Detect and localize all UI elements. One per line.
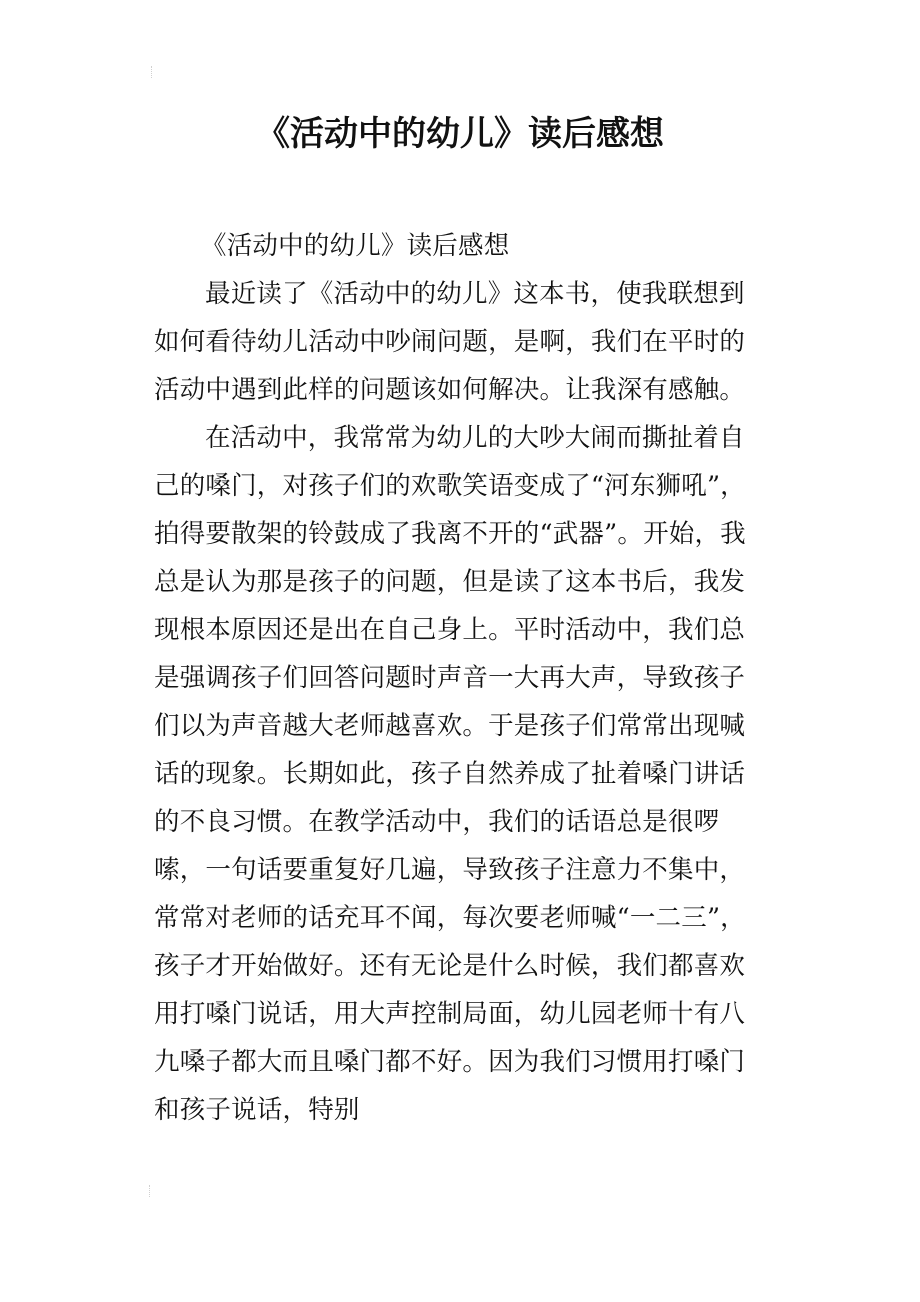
paragraph-2: 在活动中，我常常为幼儿的大吵大闹而撕扯着自己的嗓门，对孩子们的欢歌笑语变成了“河东狮吼”，拍得要散架的铃鼓成了我离不开的“武器”。开始，我总是认为那是孩子的问题，但是读了这本书后，我发现根本原因还是出在自己身上。平时活动中，我们总是强调孩子们回答问题时声音一大再大声，导致孩子们以为声音越大老师越喜欢。于是孩子们常常出现喊话的现象。长期如此，孩子自然养成了扯着嗓门讲话的不良习惯。在教学活动中，我们的话语总是很啰嗦，一句话要重复好几遍，导致孩子注意力不集中，常常对老师的话充耳不闻，每次要老师喊“一二三”，孩子才开始做好。还有无论是什么时候，我们都喜欢用打嗓门说话，用大声控制局面，幼儿园老师十有八九嗓子都大而且嗓门都不好。因为我们习惯用打嗓门和孩子说话，特别 [154,423,746,1125]
top-corner-mark [151,66,160,78]
paragraph-1: 最近读了《活动中的幼儿》这本书，使我联想到如何看待幼儿活动中吵闹问题，是啊，我们在平时的活动中遇到此样的问题该如何解决。让我深有感触。 [154,279,746,405]
bottom-corner-mark [149,1185,158,1197]
document-subtitle: 《活动中的幼儿》读后感想 [201,231,510,261]
document-title: 《活动中的幼儿》读后感想 [256,114,664,154]
document-body [154,222,769,1134]
